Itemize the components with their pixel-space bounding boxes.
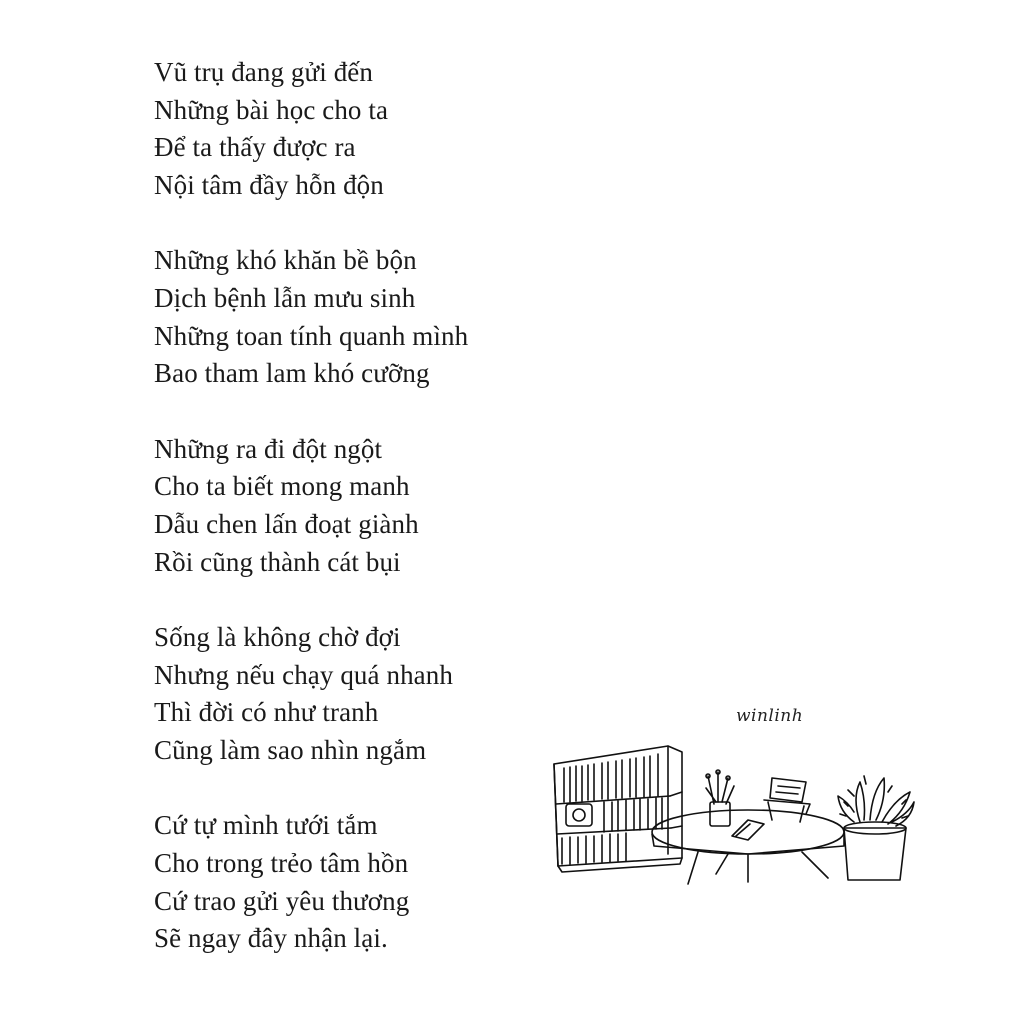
pen-cup-icon xyxy=(706,770,734,826)
stanza-5 xyxy=(154,807,574,958)
poem-line: Những toan tính quanh mình xyxy=(154,320,469,351)
book-icon xyxy=(732,820,764,840)
poem-line: Cứ tự mình tưới tắm xyxy=(154,810,378,841)
author-signature: winlinh xyxy=(736,706,804,726)
potted-plant-icon xyxy=(838,776,914,880)
stanza-2 xyxy=(154,242,574,393)
poem-line: Để ta thấy được ra xyxy=(154,132,356,163)
bookshelf-icon xyxy=(554,746,682,872)
chair-icon xyxy=(764,778,810,822)
poem-line: Nội tâm đầy hỗn độn xyxy=(154,170,384,201)
poem-line: Những bài học cho ta xyxy=(154,94,389,125)
poem-line: Những khó khăn bề bộn xyxy=(154,245,417,276)
poem-line: Rồi cũng thành cát bụi xyxy=(154,546,401,577)
poem-line: Bao tham lam khó cưỡng xyxy=(154,358,430,389)
poem-line: Nhưng nếu chạy quá nhanh xyxy=(154,659,453,690)
stanza-3 xyxy=(154,431,574,582)
furniture-sketch-illustration xyxy=(548,742,944,892)
poem-line: Sẽ ngay đây nhận lại. xyxy=(154,923,388,954)
poem xyxy=(154,54,574,996)
poem-line: Cho ta biết mong manh xyxy=(154,471,410,502)
poem-line: Dịch bệnh lẫn mưu sinh xyxy=(154,283,416,314)
stanza-1 xyxy=(154,54,574,205)
poem-line: Dẫu chen lấn đoạt giành xyxy=(154,509,419,540)
poem-line: Vũ trụ đang gửi đến xyxy=(154,57,373,87)
poem-line: Cho trong trẻo tâm hồn xyxy=(154,847,409,878)
poem-line: Thì đời có như tranh xyxy=(154,697,379,728)
poem-line: Những ra đi đột ngột xyxy=(154,433,383,464)
poem-line: Cũng làm sao nhìn ngắm xyxy=(154,735,427,766)
stanza-4 xyxy=(154,619,574,770)
poem-line: Cứ trao gửi yêu thương xyxy=(154,885,410,916)
poem-line: Sống là không chờ đợi xyxy=(154,621,401,652)
